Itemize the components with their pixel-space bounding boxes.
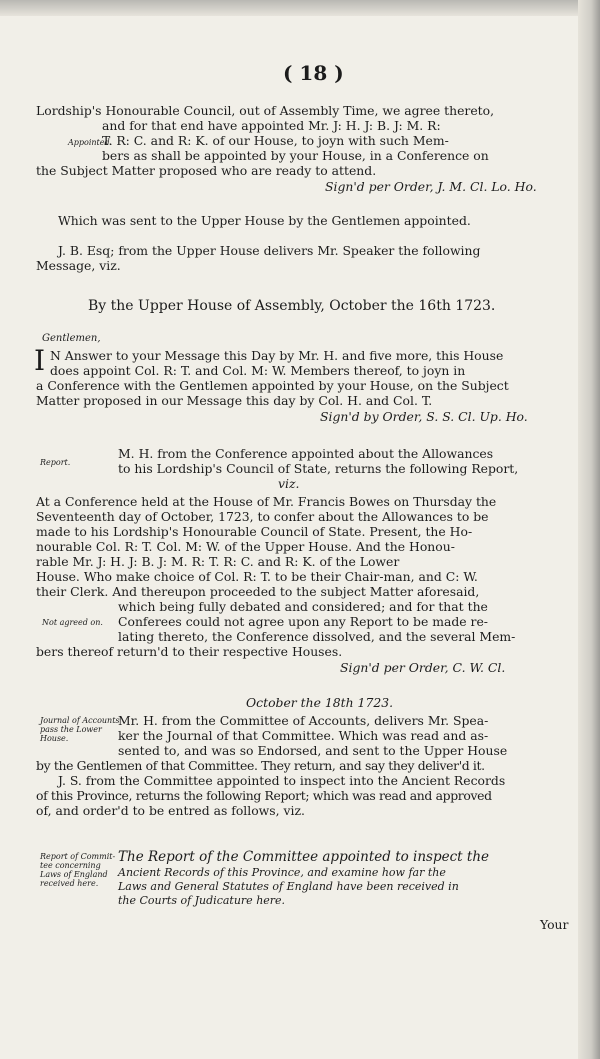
text-line: N Answer to your Message this Day by Mr. H. and five more, this House	[50, 348, 504, 363]
text-line: ker the Journal of that Committee. Which was read and as-	[118, 728, 489, 743]
text-line: Matter proposed in our Message this day by Col. H. and Col. T.	[36, 393, 433, 408]
report-title-line: the Courts of Judicature here.	[118, 894, 286, 907]
section-heading: By the Upper House of Assembly, October the 16th 1723.	[88, 298, 496, 314]
margin-note: Journal of Accounts	[40, 716, 120, 725]
margin-note: pass the Lower	[40, 725, 102, 734]
text-line: and for that end have appointed Mr. J: H. J: B. J: M. R:	[102, 118, 441, 133]
margin-note: Appointed.	[68, 138, 113, 147]
paragraph: Which was sent to the Upper House by the Gentlemen appointed.	[58, 213, 471, 228]
text-line: J. B. Esq; from the Upper House delivers Mr. Speaker the following	[58, 243, 481, 258]
text-line: of this Province, returns the following Report; which was read and approved	[36, 788, 492, 803]
text-line: made to his Lordship's Honourable Council of State. Present, the Ho-	[36, 524, 473, 539]
text-line: Mr. H. from the Committee of Accounts, delivers Mr. Spea-	[118, 713, 489, 728]
report-title-line: Laws and General Statutes of England have been received in	[118, 880, 459, 893]
text-line: Message, viz.	[36, 258, 121, 273]
text-line: rable Mr. J: H. J: B. J: M. R: T. R: C. and R: K. of the Lower	[36, 554, 400, 569]
margin-note: Laws of England	[40, 870, 108, 879]
margin-note: House.	[40, 734, 69, 743]
catchword: Your	[540, 917, 569, 932]
signature-line: Sign'd by Order, S. S. Cl. Up. Ho.	[320, 409, 528, 424]
text-line: which being fully debated and considered; and for that the	[118, 599, 488, 614]
text-line: bers thereof return'd to their respective Houses.	[36, 644, 343, 659]
signature-line: Sign'd per Order, J. M. Cl. Lo. Ho.	[325, 179, 537, 194]
text-line: Seventeenth day of October, 1723, to confer about the Allowances to be	[36, 509, 489, 524]
text-line: does appoint Col. R: T. and Col. M: W. Members thereof, to joyn in	[50, 363, 466, 378]
report-title-line: The Report of the Committee appointed to inspect the	[118, 849, 490, 865]
margin-note: received here.	[40, 879, 99, 888]
text-line: viz.	[278, 476, 300, 491]
margin-note: Report.	[40, 458, 71, 467]
salutation: Gentlemen,	[42, 333, 101, 344]
text-line: of, and order'd to be entred as follows, viz.	[36, 803, 305, 818]
text-line: J. S. from the Committee appointed to inspect into the Ancient Records	[58, 773, 506, 788]
text-line: to his Lordship's Council of State, returns the following Report,	[118, 461, 519, 476]
text-line: nourable Col. R: T. Col. M: W. of the Upper House. And the Honou-	[36, 539, 455, 554]
text-line: sented to, and was so Endorsed, and sent to the Upper House	[118, 743, 508, 758]
text-line: M. H. from the Conference appointed about the Allowances	[118, 446, 494, 461]
drop-cap: I	[34, 344, 46, 377]
text-line: T. R: C. and R: K. of our House, to joyn with such Mem-	[102, 133, 449, 148]
page-number: ( 18 )	[283, 61, 344, 85]
text-line: their Clerk. And thereupon proceeded to the subject Matter aforesaid,	[36, 584, 480, 599]
text-line: a Conference with the Gentlemen appointed by your House, on the Subject	[36, 378, 509, 393]
text-line: the Subject Matter proposed who are ready to attend.	[36, 163, 377, 178]
signature-line: Sign'd per Order, C. W. Cl.	[340, 660, 506, 675]
report-title-line: Ancient Records of this Province, and examine how far the	[118, 866, 446, 879]
margin-note: Report of Commit-	[40, 852, 116, 861]
page-top-edge	[0, 0, 600, 16]
margin-note: Not agreed on.	[42, 618, 103, 627]
text-line: At a Conference held at the House of Mr. Francis Bowes on Thursday the	[36, 494, 497, 509]
margin-note: tee concerning	[40, 861, 101, 870]
text-line: Conferees could not agree upon any Report to be made re-	[118, 614, 488, 629]
date-heading: October the 18th 1723.	[246, 695, 394, 710]
page-right-edge	[578, 0, 600, 1059]
text-line: by the Gentlemen of that Committee. They return, and say they deliver'd it.	[36, 758, 485, 773]
text-line: House. Who make choice of Col. R: T. to be their Chair-man, and C: W.	[36, 569, 478, 584]
text-line: Lordship's Honourable Council, out of Assembly Time, we agree thereto,	[36, 103, 495, 118]
text-line: lating thereto, the Conference dissolved, and the several Mem-	[118, 629, 516, 644]
text-line: bers as shall be appointed by your House, in a Conference on	[102, 148, 489, 163]
